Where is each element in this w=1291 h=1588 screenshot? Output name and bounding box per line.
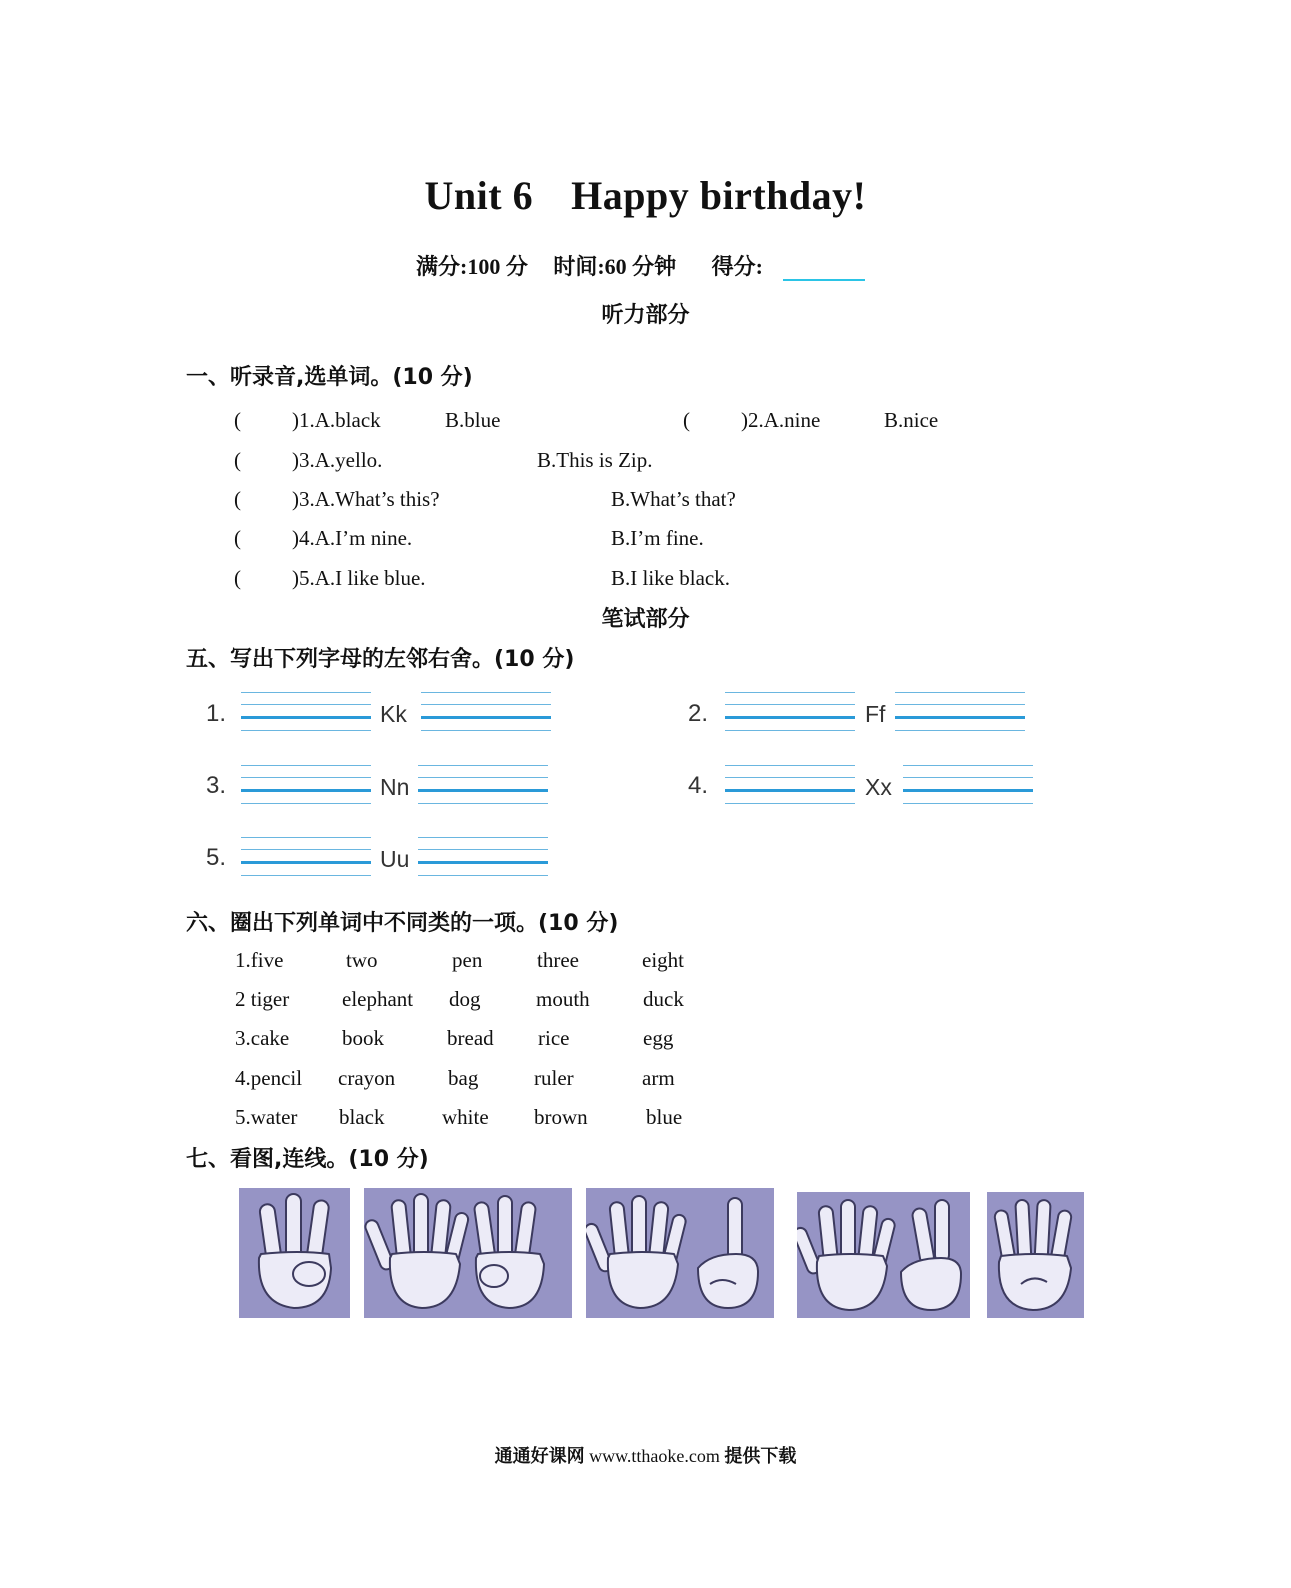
option-a: )1.A.black	[292, 408, 381, 432]
hand-six-icon[interactable]	[586, 1188, 774, 1318]
word[interactable]: eight	[642, 948, 684, 972]
item-number: 2.	[688, 700, 709, 727]
answer-paren[interactable]: (	[234, 448, 241, 472]
word[interactable]: blue	[646, 1105, 683, 1129]
word[interactable]: three	[537, 948, 579, 972]
word[interactable]: white	[442, 1105, 489, 1129]
hand-eight-icon[interactable]	[364, 1188, 572, 1318]
option-b: B.What’s that?	[611, 487, 736, 511]
writing-lines[interactable]	[725, 765, 855, 805]
word[interactable]: crayon	[338, 1066, 396, 1090]
section1-heading: 一、听录音,选单词。(10 分)	[186, 365, 473, 390]
writing-lines[interactable]	[418, 837, 548, 877]
letter-label: Uu	[380, 846, 410, 872]
section5-heading: 五、写出下列字母的左邻右舍。(10 分)	[186, 647, 575, 672]
word[interactable]: black	[339, 1105, 385, 1129]
letter-label: Xx	[865, 774, 892, 800]
option-b: B.This is Zip.	[537, 448, 653, 472]
writing-lines[interactable]	[725, 692, 855, 732]
option-b: B.nice	[884, 408, 939, 432]
option-b: B.I’m fine.	[611, 526, 704, 550]
option-a: )5.A.I like blue.	[292, 566, 426, 590]
full-score: 满分:100 分	[416, 254, 528, 279]
word[interactable]: ruler	[534, 1066, 574, 1090]
word[interactable]: arm	[642, 1066, 675, 1090]
footer-url[interactable]: www.tthaoke.com	[589, 1446, 720, 1466]
answer-paren[interactable]: (	[234, 408, 241, 432]
word[interactable]: elephant	[342, 987, 414, 1011]
answer-paren[interactable]: (	[683, 408, 690, 432]
hand-four-icon[interactable]	[987, 1192, 1084, 1318]
written-part-title: 笔试部分	[601, 607, 690, 632]
word[interactable]: rice	[538, 1026, 570, 1050]
letter-label: Ff	[865, 701, 886, 727]
writing-lines[interactable]	[903, 765, 1033, 805]
word[interactable]: 1.five	[235, 948, 284, 972]
item-number: 3.	[206, 772, 227, 799]
footer-suffix: 提供下载	[724, 1446, 797, 1466]
score-label: 得分:	[711, 254, 763, 279]
word[interactable]: 4.pencil	[235, 1066, 303, 1090]
word[interactable]: brown	[534, 1105, 588, 1129]
writing-lines[interactable]	[421, 692, 551, 732]
exam-meta	[0, 250, 1291, 281]
letter-label: Kk	[380, 701, 407, 727]
footer-site: 通通好课网	[494, 1446, 585, 1466]
writing-lines[interactable]	[241, 692, 371, 732]
word[interactable]: book	[342, 1026, 384, 1050]
option-a: )4.A.I’m nine.	[292, 526, 413, 550]
item-number: 1.	[206, 700, 227, 727]
word[interactable]: duck	[643, 987, 684, 1011]
time-limit: 时间:60 分钟	[553, 254, 677, 279]
score-blank[interactable]	[783, 255, 865, 281]
section6-heading: 六、圈出下列单词中不同类的一项。(10 分)	[186, 911, 619, 936]
word[interactable]: 2 tiger	[235, 987, 290, 1011]
word[interactable]: pen	[452, 948, 483, 972]
word[interactable]: dog	[449, 987, 481, 1011]
option-a: )3.A.yello.	[292, 448, 383, 472]
option-b: B.blue	[445, 408, 501, 432]
word[interactable]: bag	[448, 1066, 479, 1090]
item-number: 4.	[688, 772, 709, 799]
answer-paren[interactable]: (	[234, 566, 241, 590]
writing-lines[interactable]	[418, 765, 548, 805]
footer	[0, 1442, 1291, 1468]
answer-paren[interactable]: (	[234, 526, 241, 550]
hand-seven-icon[interactable]	[797, 1192, 970, 1318]
listening-part-title: 听力部分	[601, 303, 690, 328]
unit-label: Unit 6	[424, 173, 534, 218]
word[interactable]: egg	[643, 1026, 674, 1050]
word[interactable]: bread	[447, 1026, 494, 1050]
letter-label: Nn	[380, 774, 410, 800]
option-b: B.I like black.	[611, 566, 730, 590]
word[interactable]: two	[346, 948, 378, 972]
hand-three-icon[interactable]	[239, 1188, 350, 1318]
unit-name: Happy birthday!	[571, 173, 867, 218]
word[interactable]: mouth	[536, 987, 590, 1011]
answer-paren[interactable]: (	[234, 487, 241, 511]
item-number: 5.	[206, 844, 227, 871]
word[interactable]: 5.water	[235, 1105, 298, 1129]
writing-lines[interactable]	[895, 692, 1025, 732]
page-title	[0, 172, 1291, 219]
word[interactable]: 3.cake	[235, 1026, 290, 1050]
writing-lines[interactable]	[241, 837, 371, 877]
option-a: )3.A.What’s this?	[292, 487, 440, 511]
writing-lines[interactable]	[241, 765, 371, 805]
section7-heading: 七、看图,连线。(10 分)	[186, 1147, 429, 1172]
option-a: )2.A.nine	[741, 408, 821, 432]
